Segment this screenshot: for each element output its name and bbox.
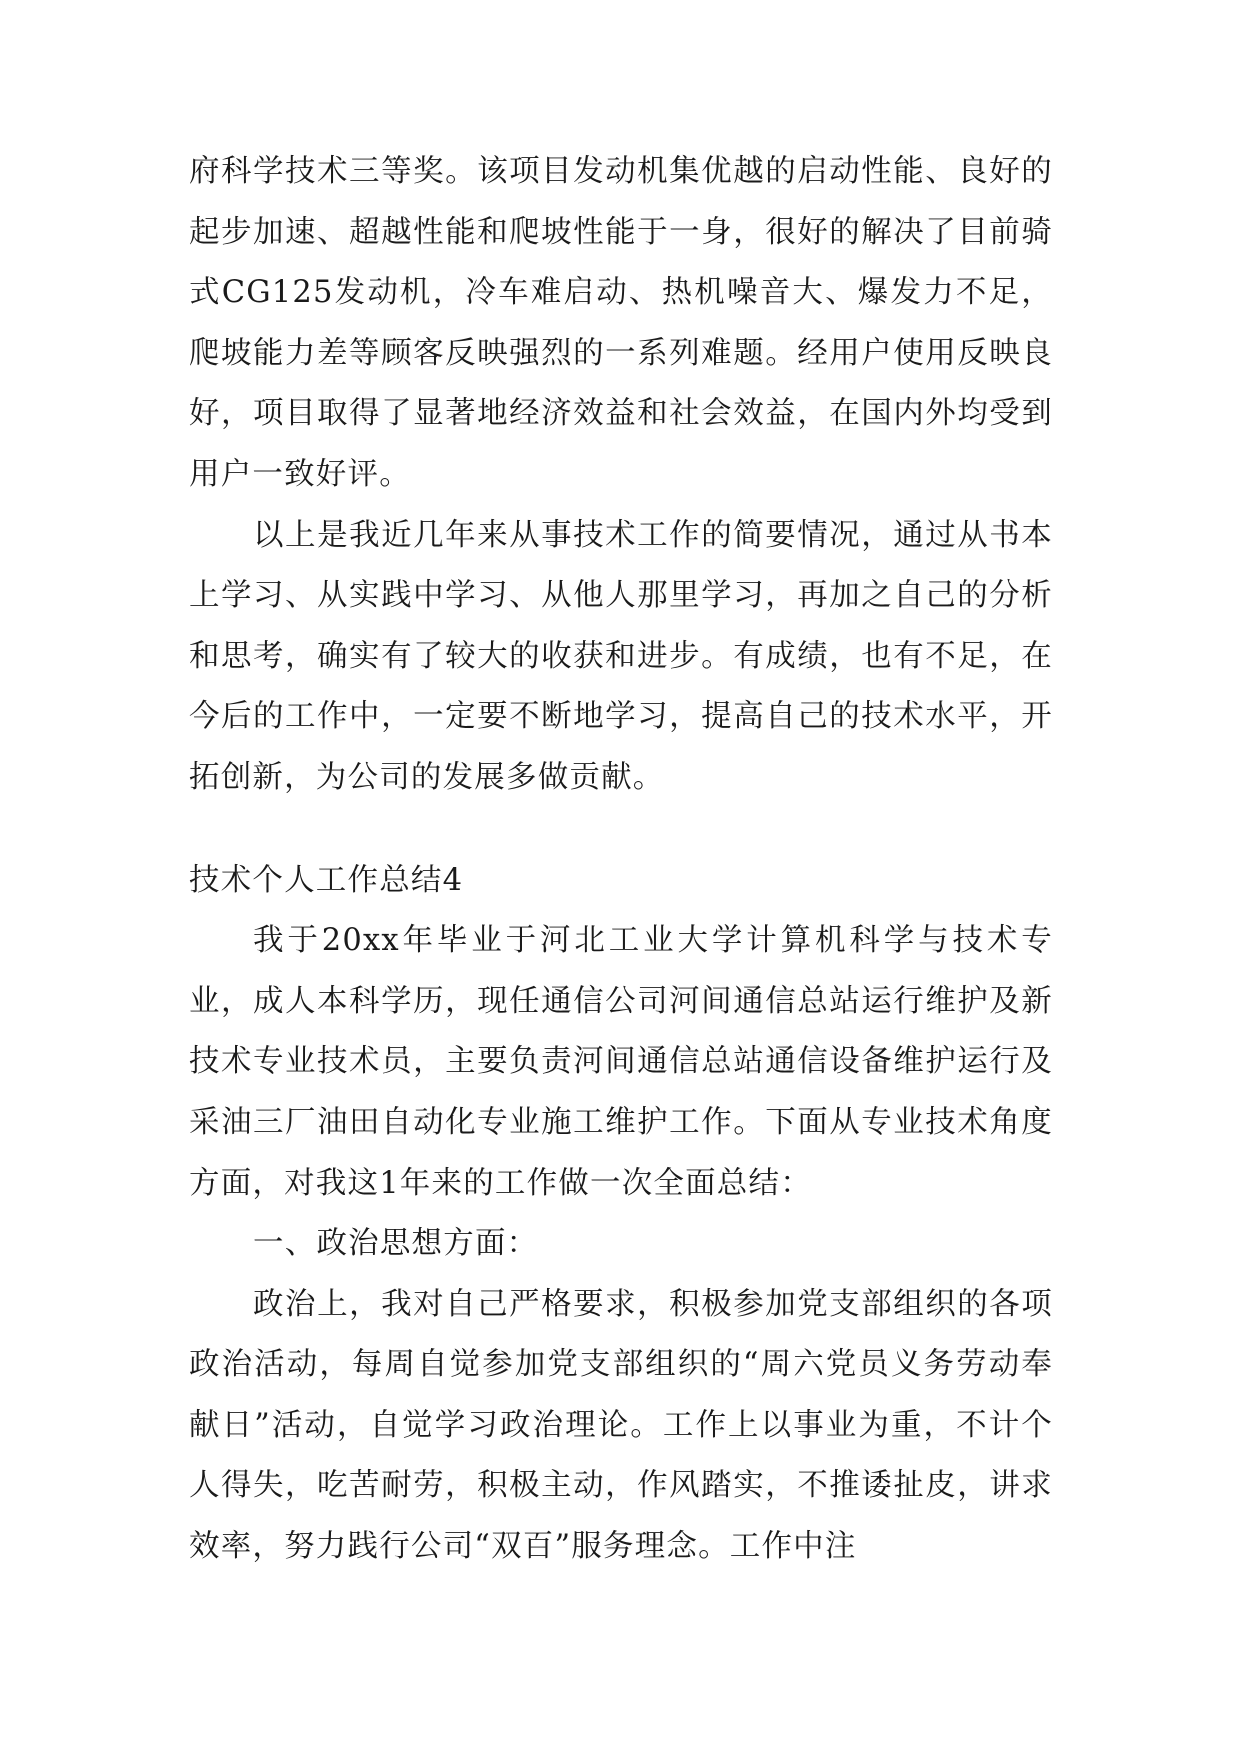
paragraph-conclusion: 以上是我近几年来从事技术工作的简要情况，通过从书本上学习、从实践中学习、从他人那里学习，再加之自己的分析和思考，确实有了较大的收获和进步。有成绩，也有不足，在今后的工作中，一定要不断地学习，提高自己的技术水平，开拓创新，为公司的发展多做贡献。 [189,517,1053,795]
paragraph-introduction: 我于20xx年毕业于河北工业大学计算机科学与技术专业，成人本科学历，现任通信公司河间通信总站运行维护及新技术专业技术员，主要负责河间通信总站通信设备维护运行及采油三厂油田自动化专业施工维护工作。下面从专业技术角度方面，对我这1年来的工作做一次全面总结： [189,923,1053,1201]
paragraph-political: 政治上，我对自己严格要求，积极参加党支部组织的各项政治活动，每周自觉参加党支部组织的“周六党员义务劳动奉献日”活动，自觉学习政治理论。工作上以事业为重，不计个人得失，吃苦耐劳，积极主动，作风踏实，不推诿扯皮，讲求效率，努力践行公司“双百”服务理念。工作中注 [189,1286,1053,1565]
subheading-political-thought: 一、政治思想方面： [253,1226,539,1262]
paragraph-award-continuation: 府科学技术三等奖。该项目发动机集优越的启动性能、良好的起步加速、超越性能和爬坡性能于一身，很好的解决了目前骑式CG125发动机，冷车难启动、热机噪音大、爆发力不足，爬坡能力差等顾客反映强烈的一系列难题。经用户使用反映良好，项目取得了显著地经济效益和社会效益，在国内外均受到用户一致好评。 [189,154,1053,492]
section-title: 技术个人工作总结4 [189,862,464,898]
document-body [189,142,1053,1578]
